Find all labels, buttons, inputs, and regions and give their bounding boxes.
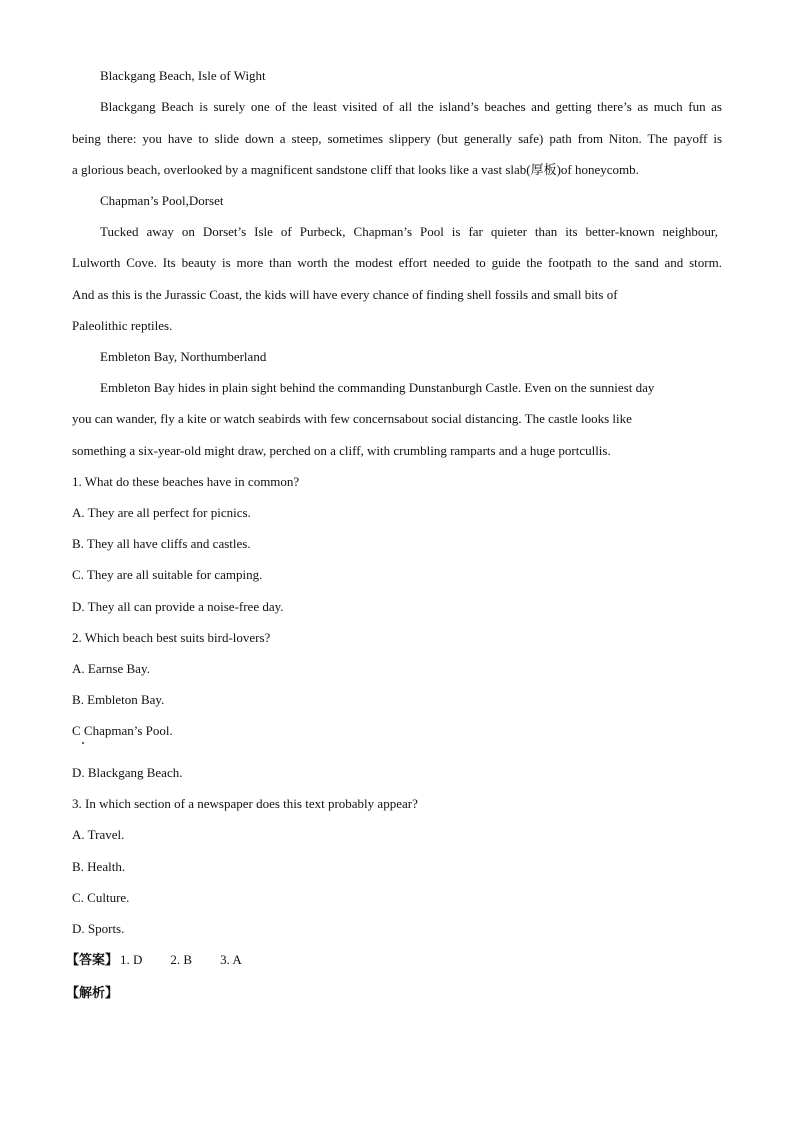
answer-row [66, 951, 726, 969]
beach2-line-4: Paleolithic reptiles. [72, 318, 173, 333]
beach1-line-3: a glorious beach, overlooked by a magnificent sandstone cliff that looks like a vast slab(厚板)of honeycomb. [72, 162, 639, 177]
question-1-stem: 1. What do these beaches have in common? [72, 474, 300, 489]
answer-item-1: 1. D [120, 952, 143, 967]
beach3-line-1: Embleton Bay hides in plain sight behind the commanding Dunstanburgh Castle. Even on the sunniest day [100, 380, 655, 395]
question-2-option-c: C Chapman’s Pool. [72, 723, 173, 738]
question-2-option-b: B. Embleton Bay. [72, 692, 165, 707]
beach3-title: Embleton Bay, Northumberland [100, 349, 267, 364]
analysis-label: 【解析】 [66, 985, 119, 1000]
question-3-option-d: D. Sports. [72, 921, 125, 936]
question-1-option-c: C. They are all suitable for camping. [72, 567, 263, 582]
question-1-option-b: B. They all have cliffs and castles. [72, 536, 251, 551]
stray-dot-mark [82, 742, 84, 744]
question-3-option-c: C. Culture. [72, 890, 130, 905]
beach3-line-3: something a six-year-old might draw, perched on a cliff, with crumbling ramparts and a huge portcullis. [72, 443, 611, 458]
beach2-line-3: And as this is the Jurassic Coast, the kids will have every chance of finding shell fossils and small bits of [72, 287, 618, 302]
answer-item-2: 2. B [170, 952, 193, 967]
question-3-option-b: B. Health. [72, 859, 126, 874]
question-2-option-a: A. Earnse Bay. [72, 661, 150, 676]
question-1-option-a: A. They are all perfect for picnics. [72, 505, 251, 520]
question-2-option-d: D. Blackgang Beach. [72, 765, 183, 780]
question-1-option-d: D. They all can provide a noise-free day. [72, 599, 284, 614]
beach3-line-2: you can wander, fly a kite or watch seabirds with few concernsabout social distancing. The castle looks like [72, 411, 632, 426]
question-3-option-a: A. Travel. [72, 827, 125, 842]
beach1-line-2: being there: you have to slide down a steep, sometimes slippery (but generally safe) path from Niton. The payoff is [72, 131, 722, 146]
beach2-line-1: Tucked away on Dorset’s Isle of Purbeck, Chapman’s Pool is far quieter than its better-known neighbour, [100, 224, 718, 239]
answer-item-3: 3. A [220, 952, 242, 967]
beach2-line-2: Lulworth Cove. Its beauty is more than worth the modest effort needed to guide the footpath to the sand and storm. [72, 255, 722, 270]
beach1-line-1: Blackgang Beach is surely one of the least visited of all the island’s beaches and getting there’s as much fun as [100, 99, 722, 114]
question-3-stem: 3. In which section of a newspaper does this text probably appear? [72, 796, 418, 811]
beach2-title: Chapman’s Pool,Dorset [100, 193, 224, 208]
beach1-title: Blackgang Beach, Isle of Wight [100, 68, 266, 83]
question-2-stem: 2. Which beach best suits bird-lovers? [72, 630, 271, 645]
answer-label: 【答案】 [66, 952, 119, 967]
